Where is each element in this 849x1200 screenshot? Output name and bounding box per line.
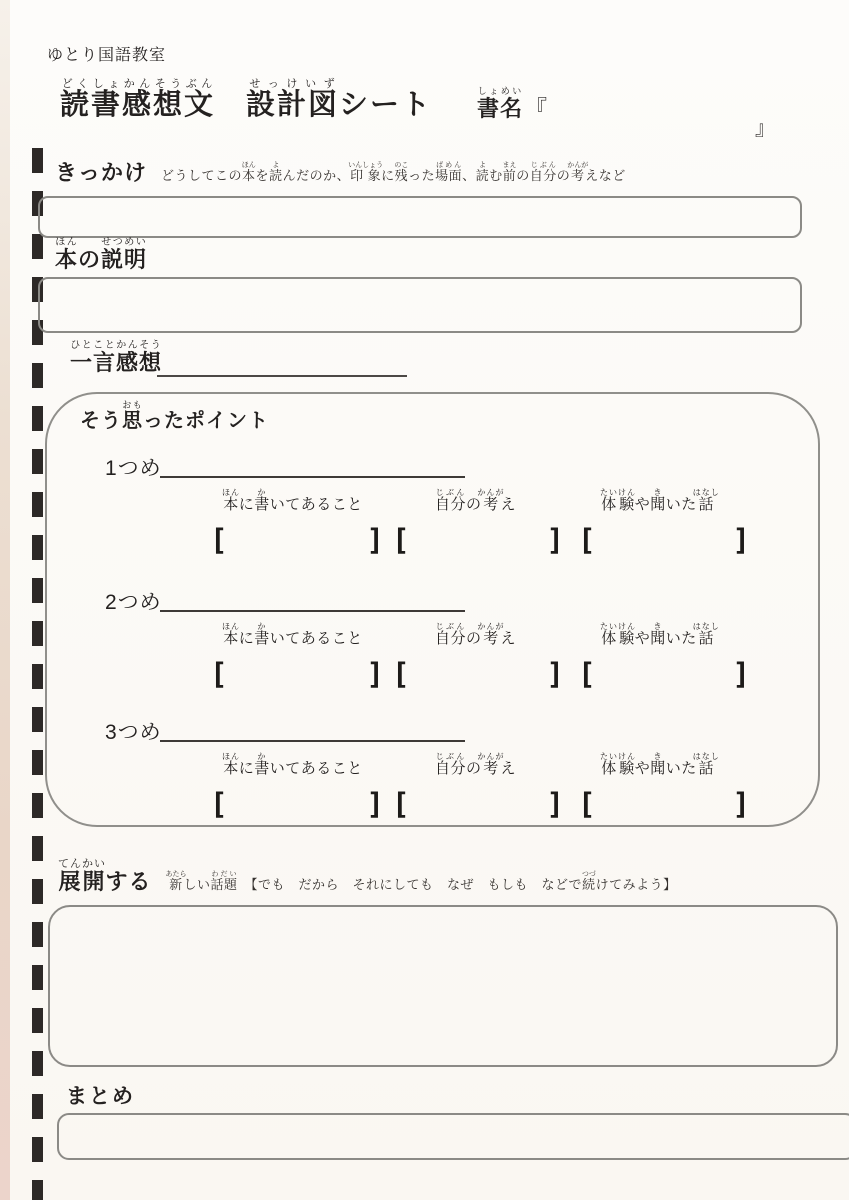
open-bracket: [ bbox=[392, 787, 410, 821]
point-3-col-experience-label: 体験たいけんや聞きいた話はなし bbox=[600, 752, 720, 777]
book-title-row bbox=[477, 86, 548, 123]
book-description-section-header bbox=[55, 237, 147, 274]
one-word-impression-section-header bbox=[70, 340, 162, 377]
open-bracket: [ bbox=[210, 523, 228, 557]
close-bracket: ] bbox=[546, 657, 564, 691]
point-1-col-my-thoughts-label: 自分じぶんの考かんがえ bbox=[435, 488, 517, 513]
point-3-bracket-field-3[interactable] bbox=[578, 784, 750, 824]
point-1-bracket-field-3[interactable] bbox=[578, 520, 750, 560]
point-2-bracket-field-3[interactable] bbox=[578, 654, 750, 694]
summary-input-box[interactable] bbox=[57, 1113, 849, 1160]
close-bracket: ] bbox=[366, 657, 384, 691]
open-bracket: [ bbox=[578, 523, 596, 557]
point-1-col-book-says-label: 本ほんに書かいてあること bbox=[222, 488, 363, 513]
point-2-col-book-says-label: 本ほんに書かいてあること bbox=[222, 622, 363, 647]
point-2-col-experience-label: 体験たいけんや聞きいた話はなし bbox=[600, 622, 720, 647]
development-hint: 新あたらしい話題わだい 【でも だから それにしても なぜ もしも などで続つづけてみよう】 bbox=[165, 871, 677, 892]
kikkake-input-box[interactable] bbox=[38, 196, 802, 238]
book-description-input-box[interactable] bbox=[38, 277, 802, 333]
point-3-bracket-field-1[interactable] bbox=[210, 784, 384, 824]
open-bracket: [ bbox=[210, 657, 228, 691]
development-label: 展開てんかいする bbox=[58, 858, 152, 894]
sheet-title: 読書感想文どくしょかんそうぶん 設計図せっけいずシート bbox=[60, 78, 433, 121]
kikkake-section-header bbox=[55, 156, 626, 187]
school-name: ゆとり国語教室 bbox=[47, 47, 167, 64]
point-3-input-line[interactable] bbox=[160, 714, 465, 742]
development-input-box[interactable] bbox=[48, 905, 838, 1067]
close-bracket: ] bbox=[366, 523, 384, 557]
points-box bbox=[45, 392, 820, 827]
development-section-header bbox=[58, 858, 677, 896]
one-word-impression-label: 一言感想ひとことかんそう bbox=[70, 340, 163, 375]
close-bracket: ] bbox=[546, 523, 564, 557]
point-group-2 bbox=[47, 586, 822, 716]
one-word-impression-input-line[interactable] bbox=[157, 356, 407, 377]
open-bracket: [ bbox=[392, 523, 410, 557]
point-3-col-book-says-label: 本ほんに書かいてあること bbox=[222, 752, 363, 777]
book-title-close-quote: 』 bbox=[755, 118, 775, 140]
close-bracket: ] bbox=[366, 787, 384, 821]
point-2-input-line[interactable] bbox=[160, 584, 465, 612]
kikkake-hint: どうしてこの本ほんを読よんだのか、印象いんしょうに残のこった場面ばめん、読よむ前まえの自分じぶんの考かんがえなど bbox=[161, 162, 626, 183]
point-2-bracket-field-1[interactable] bbox=[210, 654, 384, 694]
open-bracket: [ bbox=[578, 657, 596, 691]
book-title-label: 書名しょめい bbox=[477, 86, 524, 121]
point-2-col-my-thoughts-label: 自分じぶんの考かんがえ bbox=[435, 622, 517, 647]
point-group-3 bbox=[47, 716, 822, 846]
point-1-bracket-field-1[interactable] bbox=[210, 520, 384, 560]
point-group-1 bbox=[47, 452, 822, 582]
point-3-col-my-thoughts-label: 自分じぶんの考かんがえ bbox=[435, 752, 517, 777]
point-1-col-experience-label: 体験たいけんや聞きいた話はなし bbox=[600, 488, 720, 513]
summary-label: まとめ bbox=[66, 1085, 135, 1108]
kikkake-label: きっかけ bbox=[55, 160, 148, 185]
close-bracket: ] bbox=[732, 657, 750, 691]
book-title-open-quote: 『 bbox=[525, 96, 549, 121]
open-bracket: [ bbox=[578, 787, 596, 821]
close-bracket: ] bbox=[732, 787, 750, 821]
book-description-label: 本ほんの説明せつめい bbox=[55, 237, 148, 272]
close-bracket: ] bbox=[546, 787, 564, 821]
point-3-bracket-field-2[interactable] bbox=[392, 784, 564, 824]
open-bracket: [ bbox=[392, 657, 410, 691]
open-bracket: [ bbox=[210, 787, 228, 821]
point-2-label: 2つめ bbox=[105, 591, 162, 614]
point-1-label: 1つめ bbox=[105, 457, 162, 480]
point-1-bracket-field-2[interactable] bbox=[392, 520, 564, 560]
points-box-title: そう思おもったポイント bbox=[80, 400, 269, 432]
close-bracket: ] bbox=[732, 523, 750, 557]
scan-edge-strip bbox=[0, 0, 10, 1200]
point-3-label: 3つめ bbox=[105, 721, 162, 744]
point-2-bracket-field-2[interactable] bbox=[392, 654, 564, 694]
point-1-input-line[interactable] bbox=[160, 450, 465, 478]
